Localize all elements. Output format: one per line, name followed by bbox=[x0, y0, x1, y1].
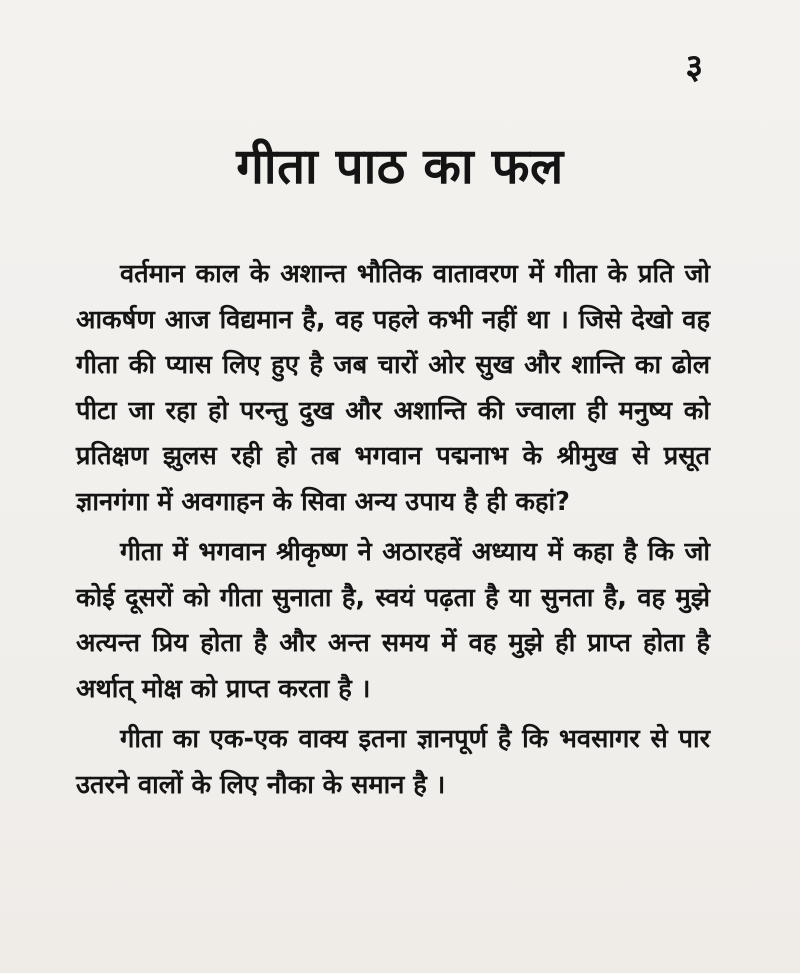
paragraph-3: गीता का एक-एक वाक्य इतना ज्ञानपूर्ण है कि भवसागर से पार उतरने वालों के लिए नौका के समान है । bbox=[76, 724, 710, 800]
paragraph-1: वर्तमान काल के अशान्त भौतिक वातावरण में गीता के प्रति जो आकर्षण आज विद्यमान है, वह पहले कभी नहीं था । जिसे देखो वह गीता की प्यास लिए हुए है जब चारों ओर सुख और शान्ति का ढोल पीटा जा रहा हो परन्तु दुख और अशान्ति की ज्वाला ही मनुष्य को प्रतिक्षण झुलस रही हो तब भगवान पद्मनाभ के श्रीमुख से प्रसूत ज्ञानगंगा में अवगाहन के सिवा अन्य उपाय है ही कहां? bbox=[76, 259, 710, 517]
body-text bbox=[76, 252, 710, 808]
page-number: ३ bbox=[685, 47, 703, 87]
paragraph-2: गीता में भगवान श्रीकृष्ण ने अठारहवें अध्याय में कहा है कि जो कोई दूसरों को गीता सुनाता है, स्वयं पढ़ता है या सुनता है, वह मुझे अत्यन्त प्रिय होता है और अन्त समय में वह मुझे ही प्राप्त होता है अर्थात् मोक्ष को प्राप्त करता है । bbox=[76, 537, 710, 704]
page-title: गीता पाठ का फल bbox=[236, 138, 564, 195]
